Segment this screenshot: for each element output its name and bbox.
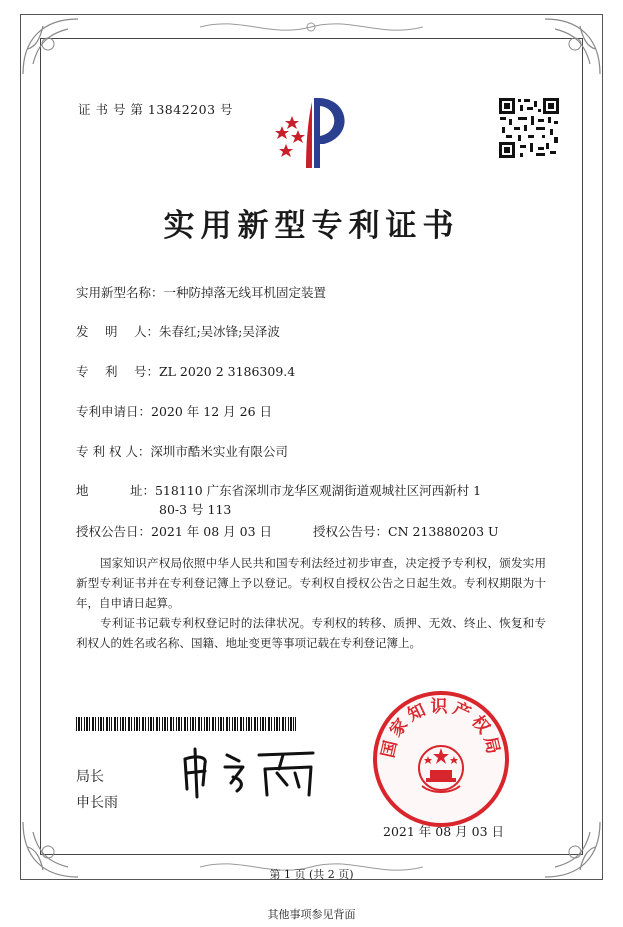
filing-date-row	[76, 402, 272, 420]
grant-number-value: CN 213880203 U	[388, 524, 499, 539]
corner-ornament-top-left	[18, 14, 88, 84]
utility-model-name-label: 实用新型名称：	[76, 285, 164, 300]
address-value-line1: 518110 广东省深圳市龙华区观湖街道观城社区河西新村 1	[154, 483, 482, 498]
grant-date-value: 2021 年 08 月 03 日	[151, 524, 273, 539]
address-label: 地 址：	[76, 483, 155, 498]
inventor-row	[76, 322, 280, 340]
top-edge-ornament	[200, 16, 423, 38]
patentee-label: 专 利 权 人：	[76, 444, 151, 459]
grant-number-row	[313, 522, 499, 540]
filing-date-label: 专利申请日：	[76, 404, 152, 419]
grant-date-label: 授权公告日：	[76, 524, 152, 539]
address-row	[76, 481, 481, 499]
utility-model-name-value: 一种防掉落无线耳机固定装置	[163, 285, 327, 300]
statement-paragraph-2: 专利证书记载专利权登记时的法律状况。专利权的转移、质押、无效、终止、恢复和专利权人的姓名或名称、国籍、地址变更等事项记载在专利登记簿上。	[76, 616, 546, 650]
seal-date: 2021 年 08 月 03 日	[383, 824, 504, 839]
certificate-number: 证 书 号 第 13842203 号	[78, 102, 233, 117]
patent-office-logo	[262, 94, 360, 174]
patentee-value: 深圳市酷米实业有限公司	[150, 444, 288, 459]
certificate-title: 实用新型专利证书	[163, 208, 460, 244]
official-seal	[372, 690, 510, 828]
statement-paragraph-1: 国家知识产权局依照中华人民共和国专利法经过初步审查，决定授予专利权，颁发实用新型专利证书并在专利登记簿上予以登记。专利权自授权公告之日起生效。专利权期限为十年，自申请日起算。	[76, 556, 546, 610]
director-title: 局长	[76, 769, 104, 785]
footer-note: 其他事项参见背面	[267, 908, 356, 921]
patentee-row	[76, 442, 288, 460]
filing-date-value: 2020 年 12 月 26 日	[151, 404, 273, 419]
patent-number-value: ZL 2020 2 3186309.4	[158, 364, 296, 379]
page-number: 第 1 页 (共 2 页)	[269, 868, 354, 881]
barcode	[76, 717, 296, 731]
grant-date-row	[76, 522, 272, 540]
patent-number-label: 专 利 号：	[76, 364, 159, 379]
address-value-line2: 80-3 号 113	[159, 502, 232, 517]
utility-model-name-row	[76, 283, 326, 301]
patent-number-row	[76, 362, 295, 380]
qr-code	[498, 97, 560, 159]
grant-number-label: 授权公告号：	[313, 524, 389, 539]
director-signature	[175, 745, 325, 800]
inventor-label: 发 明 人：	[76, 324, 159, 339]
seal-text: 国家知识产权局	[378, 697, 504, 760]
inventor-value: 朱春红;吴冰锋;吴泽波	[158, 324, 280, 339]
director-name: 申长雨	[76, 795, 118, 811]
corner-ornament-top-right	[535, 14, 605, 84]
